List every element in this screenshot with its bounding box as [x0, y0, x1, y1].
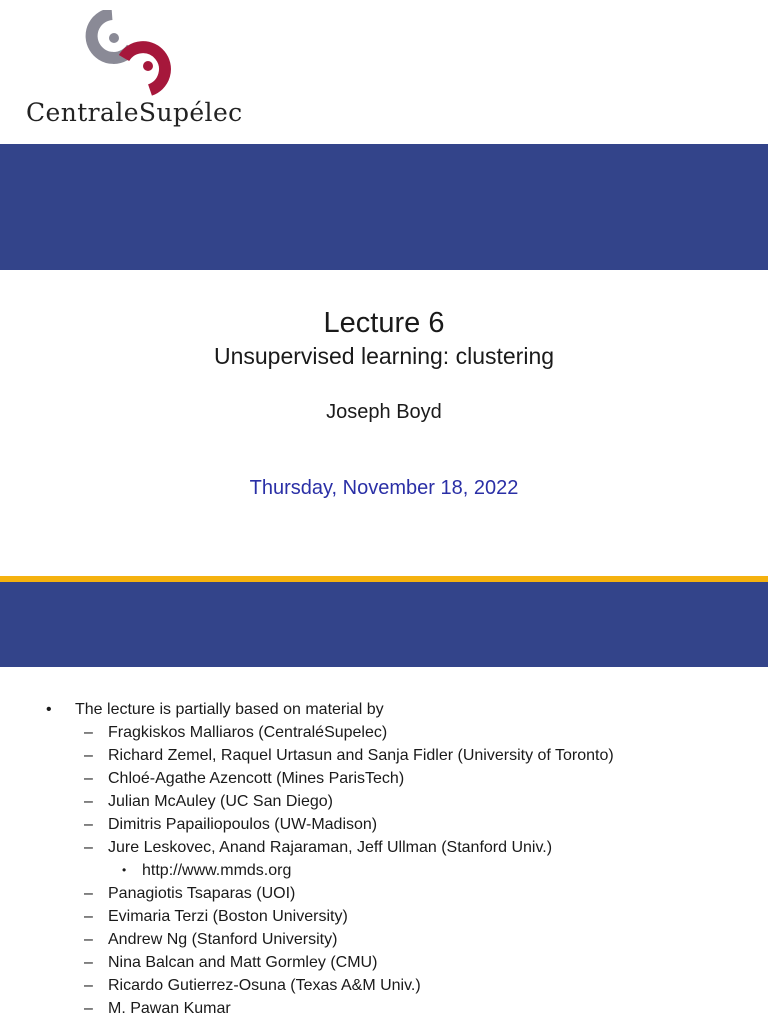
lecture-subtitle: Unsupervised learning: clustering [213, 343, 555, 369]
source-name: Panagiotis Tsaparas (UOI) [108, 885, 296, 902]
brand-name: CentraleSupélec [26, 98, 243, 127]
list-item [0, 997, 768, 1020]
source-name: Chloé-Agathe Azencott (Mines ParisTech) [108, 770, 405, 787]
list-item [0, 905, 768, 928]
lecture-author: Joseph Boyd [326, 401, 442, 423]
source-name: M. Pawan Kumar [108, 1000, 231, 1017]
lecture-number: Lecture 6 [323, 307, 445, 339]
dash-icon: – [84, 1000, 93, 1017]
list-item [0, 813, 768, 836]
dash-icon: – [84, 885, 93, 902]
list-item [0, 928, 768, 951]
list-item [0, 951, 768, 974]
source-name: Ricardo Gutierrez-Osuna (Texas A&M Univ.) [108, 977, 421, 994]
dash-icon: – [84, 931, 93, 948]
dash-icon: – [84, 793, 93, 810]
list-item [0, 836, 768, 859]
source-name: Dimitris Papailiopoulos (UW-Madison) [108, 816, 378, 833]
list-item [0, 974, 768, 997]
source-name: Fragkiskos Malliaros (CentraléSupelec) [108, 724, 388, 741]
source-name: Julian McAuley (UC San Diego) [108, 793, 333, 810]
intro-text: The lecture is partially based on material by [75, 701, 384, 718]
dash-icon: – [84, 816, 93, 833]
source-name: Jure Leskovec, Anand Rajaraman, Jeff Ullman (Stanford Univ.) [108, 839, 553, 856]
list-item [0, 698, 768, 721]
bullet-icon: • [46, 701, 52, 718]
dash-icon: – [84, 747, 93, 764]
logo-mark-icon [84, 10, 180, 96]
source-name: Evimaria Terzi (Boston University) [108, 908, 348, 925]
dash-icon: – [84, 977, 93, 994]
dash-icon: – [84, 724, 93, 741]
list-item [0, 859, 768, 882]
source-name: Andrew Ng (Stanford University) [108, 931, 338, 948]
title-block [0, 305, 768, 501]
header-band [0, 144, 768, 270]
list-item [0, 721, 768, 744]
list-item [0, 790, 768, 813]
gold-stripe [0, 576, 768, 582]
dash-icon: – [84, 954, 93, 971]
list-item [0, 882, 768, 905]
bullet-icon: • [122, 863, 127, 877]
dash-icon: – [84, 839, 93, 856]
dash-icon: – [84, 770, 93, 787]
list-item [0, 767, 768, 790]
dash-icon: – [84, 908, 93, 925]
lecture-date: Thursday, November 18, 2022 [249, 477, 519, 499]
source-name: Nina Balcan and Matt Gormley (CMU) [108, 954, 378, 971]
centralesupelec-logo [0, 0, 260, 140]
list-item [0, 744, 768, 767]
references-list [0, 698, 768, 1020]
source-name: Richard Zemel, Raquel Urtasun and Sanja Fidler (University of Toronto) [108, 747, 614, 764]
section-band [0, 576, 768, 667]
mmds-link[interactable]: http://www.mmds.org [142, 862, 292, 879]
